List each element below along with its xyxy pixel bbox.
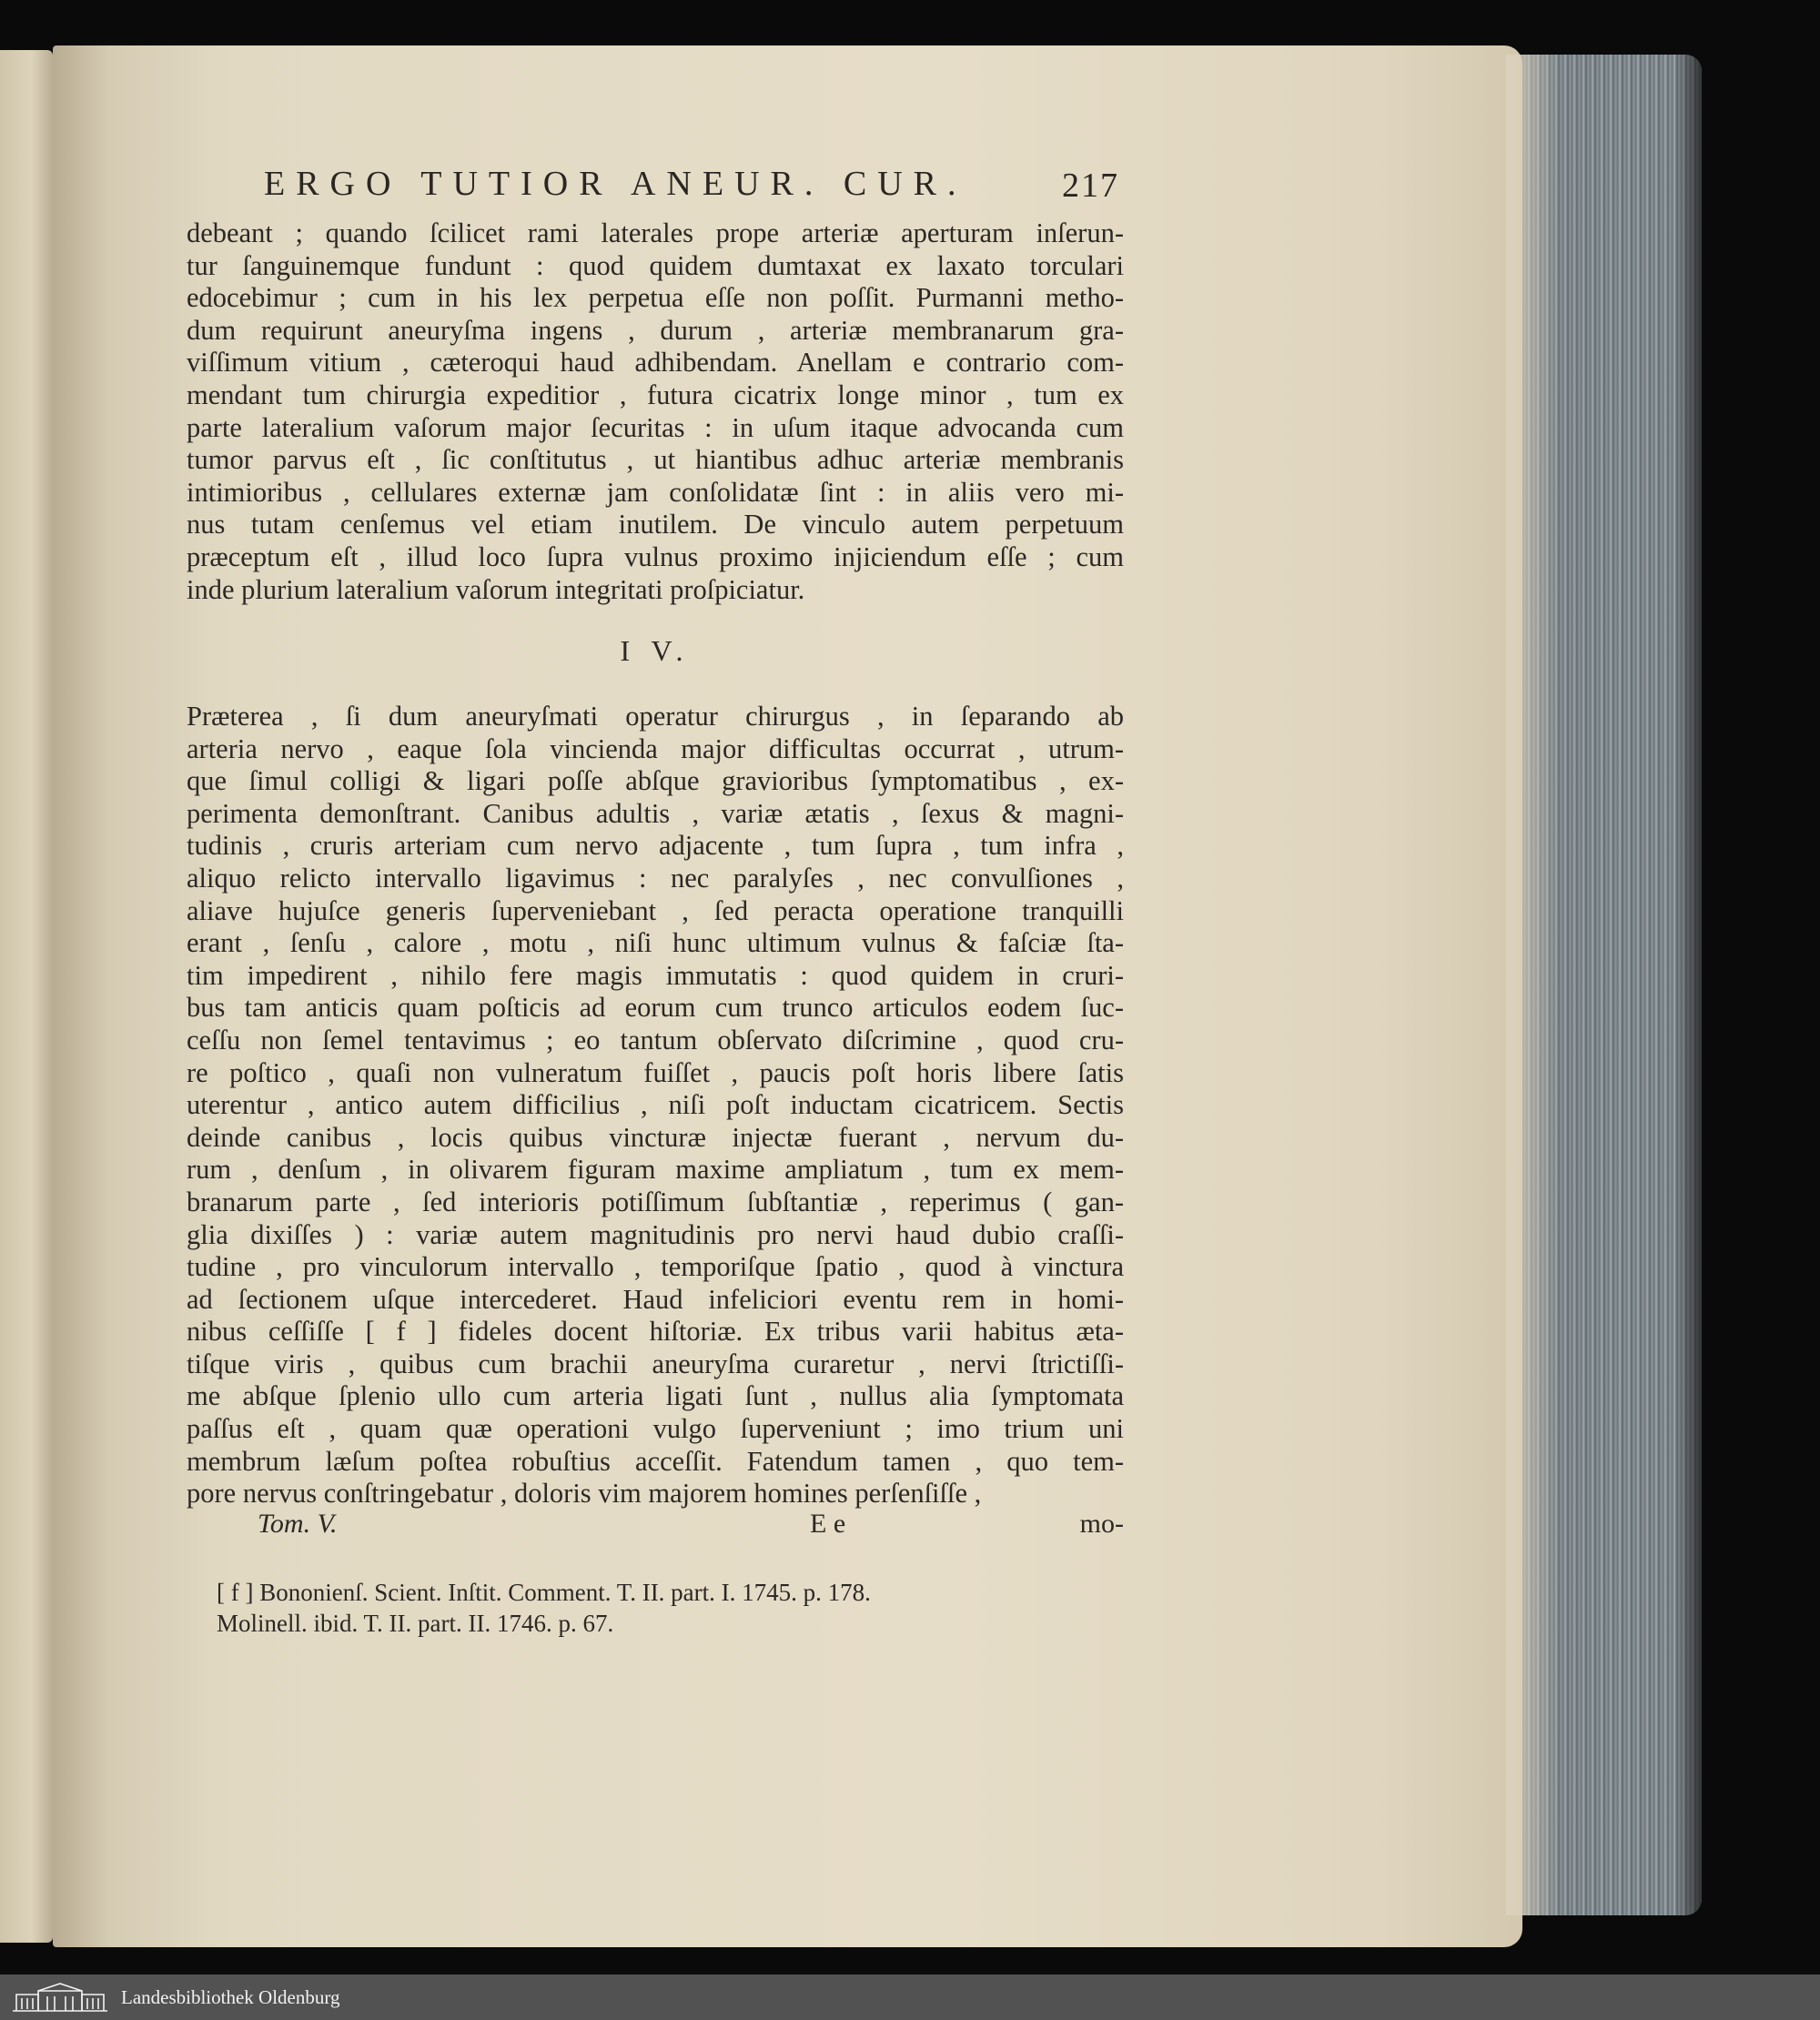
- text-line: perimenta demonſtrant. Canibus adultis , variæ ætatis , ſexus & magni-: [187, 797, 1124, 829]
- text-line: Præterea , ſi dum aneuryſmati operatur chirurgus , in ſeparando ab: [187, 701, 1124, 732]
- text-line: tudine , pro vinculorum intervallo , temporiſque ſpatio , quod à vinctura: [187, 1251, 1124, 1283]
- text-line: bus tam anticis quam poſticis ad eorum cum trunco articulos eodem ſuc-: [187, 992, 1124, 1024]
- text-line: mendant tum chirurgia expeditior , futura cicatrix longe minor , tum ex: [187, 379, 1124, 410]
- running-head: ERGO TUTIOR ANEUR. CUR.: [264, 165, 967, 203]
- text-line: deinde canibus , locis quibus vincturæ injectæ fuerant , nervum du-: [187, 1121, 1124, 1153]
- text-line: debeant ; quando ſcilicet rami laterales prope arteriæ aperturam inſerun-: [187, 217, 1124, 248]
- paragraph-1: [187, 217, 1124, 606]
- text-line: pore nervus conſtringebatur , doloris vim majorem homines perſenſiſſe ,: [187, 1478, 982, 1510]
- footnote-line: Molinell. ibid. T. II. part. II. 1746. p. 67.: [217, 1610, 614, 1637]
- text-line: nibus ceſſiſſe [ f ] fideles docent hiſtoriæ. Ex tribus varii habitus æta-: [187, 1316, 1124, 1348]
- catchline: [187, 1509, 1124, 1541]
- footer-strip: [0, 1975, 1820, 2020]
- page-header: [264, 164, 1119, 209]
- library-building-icon: [11, 1982, 109, 2013]
- text-line: me abſque ſplenio ullo cum arteria ligati ſunt , nullus alia ſymptomata: [187, 1380, 1124, 1412]
- catchword: mo-: [1079, 1509, 1124, 1539]
- text-line: præceptum eſt , illud loco ſupra vulnus proximo injiciendum eſſe ; cum: [187, 540, 1124, 572]
- text-line: aliquo relicto intervallo ligavimus : nec paralyſes , nec convulſiones ,: [187, 862, 1124, 894]
- text-line: edocebimur ; cum in his lex perpetua eſſe non poſſit. Purmanni metho-: [187, 282, 1124, 314]
- text-line: membrum læſum poſtea robuſtius acceſſit. Fatendum tamen , quo tem-: [187, 1445, 1124, 1477]
- text-line: tim impedirent , nihilo fere magis immutatis : quod quidem in cruri-: [187, 959, 1124, 991]
- volume-signature: Tom. V.: [258, 1509, 338, 1539]
- page-fold-shade: [1506, 55, 1561, 1915]
- text-line: intimioribus , cellulares externæ jam conſolidatæ ſint : in aliis vero mi-: [187, 476, 1124, 508]
- text-line: viſſimum vitium , cæteroqui haud adhibendam. Anellam e contrario com-: [187, 347, 1124, 379]
- page-block-shadow: [1674, 55, 1702, 1915]
- text-line: rum , denſum , in olivarem figuram maxime ampliatum , tum ex mem-: [187, 1154, 1124, 1186]
- page-number: 217: [1062, 167, 1119, 205]
- text-line: tumor parvus eſt , ſic conſtitutus , ut hiantibus adhuc arteriæ membranis: [187, 444, 1124, 476]
- text-line: glia dixiſſes ) : variæ autem magnitudinis pro nervi haud dubio craſſi-: [187, 1218, 1124, 1250]
- text-line: dum requirunt aneuryſma ingens , durum , arteriæ membranarum gra-: [187, 314, 1124, 346]
- gathering-mark: E e: [810, 1509, 846, 1539]
- text-line: uterentur , antico autem difficilius , niſi poſt inductam cicatricem. Sectis: [187, 1089, 1124, 1121]
- text-line: ceſſu non ſemel tentavimus ; eo tantum obſervato diſcrimine , quod cru-: [187, 1024, 1124, 1055]
- text-line: tiſque viris , quibus cum brachii aneuryſma curaretur , nervi ſtrictiſſi-: [187, 1348, 1124, 1379]
- footnote-line: [ f ] Bononienſ. Scient. Inſtit. Comment. T. II. part. I. 1745. p. 178.: [217, 1579, 871, 1606]
- text-line: inde plurium lateralium vaſorum integritati proſpiciatur.: [187, 573, 805, 605]
- library-name: Landesbibliothek Oldenburg: [121, 1986, 340, 2008]
- text-line: branarum parte , ſed interioris potiſſimum ſubſtantiæ , reperimus ( gan-: [187, 1186, 1124, 1217]
- paragraph-2: [187, 701, 1124, 1510]
- text-line: parte lateralium vaſorum major ſecuritas : in uſum itaque advocanda cum: [187, 411, 1124, 443]
- text-line: ad ſectionem uſque intercederet. Haud infeliciori eventu rem in homi-: [187, 1283, 1124, 1315]
- text-line: re poſtico , quaſi non vulneratum fuiſſet , paucis poſt horis libere ſatis: [187, 1056, 1124, 1088]
- left-page-edge: [0, 50, 53, 1943]
- footnote: [217, 1577, 1036, 1639]
- text-line: aliave hujuſce generis ſuperveniebant , ſed peracta operatione tranquilli: [187, 894, 1124, 926]
- text-line: nus tutam cenſemus vel etiam inutilem. De vinculo autem perpetuum: [187, 509, 1124, 540]
- text-line: paſſus eſt , quam quæ operationi vulgo ſuperveniunt ; imo trium uni: [187, 1413, 1124, 1445]
- text-line: arteria nervo , eaque ſola vincienda major difficultas occurrat , utrum-: [187, 732, 1124, 764]
- text-line: erant , ſenſu , calore , motu , niſi hunc ultimum vulnus & faſciæ ſta-: [187, 927, 1124, 959]
- section-heading: I V.: [620, 634, 691, 667]
- text-line: tur ſanguinemque fundunt : quod quidem dumtaxat ex laxato torculari: [187, 249, 1124, 281]
- text-line: que ſimul colligi & ligari poſſe abſque gravioribus ſymptomatibus , ex-: [187, 765, 1124, 797]
- text-line: tudinis , cruris arteriam cum nervo adjacente , tum ſupra , tum infra ,: [187, 830, 1124, 862]
